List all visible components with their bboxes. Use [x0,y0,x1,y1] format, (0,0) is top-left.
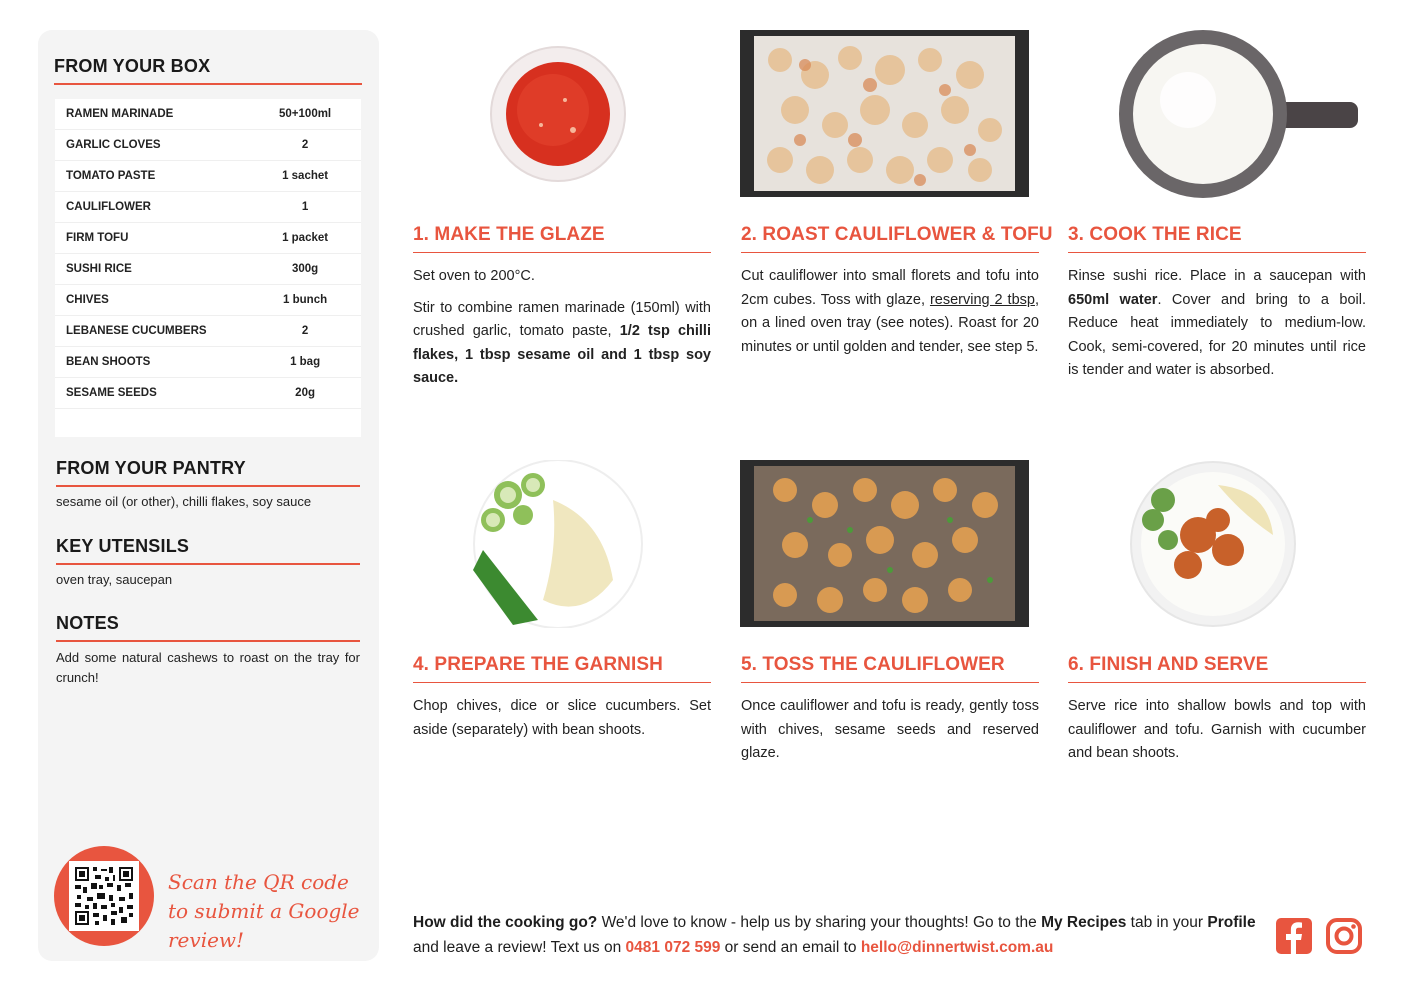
rice-pot-photo [1068,30,1366,198]
ingredient-row [55,192,361,223]
ingredient-row [55,130,361,161]
ingredient-qty: 50+100ml [279,108,332,120]
ingredient-row [55,378,361,409]
footer-text: tab in your [1126,914,1208,931]
step-body [413,265,711,391]
footer-text: and leave a review! Text us on [413,939,626,956]
ingredient-row [55,347,361,378]
step-title: 2. ROAST CAULIFLOWER & TOFU [741,224,1039,253]
step-title: 6. FINISH AND SERVE [1068,654,1366,683]
phone-link[interactable]: 0481 072 599 [625,939,721,956]
step-1-text-a: Stir to combine ramen marinade (150ml) with crushed garlic, tomato paste, [413,299,711,339]
ingredient-qty: 2 [301,139,309,151]
garnish-plate-photo [413,460,711,628]
step-3-text-c: . Cover and bring to a boil. Reduce heat immediately to medium-low. Cook, semi-covered, for 20 minutes until rice is tender and water is absorbed. [1068,291,1366,378]
ingredient-qty: 2 [301,325,309,337]
qr-review-prompt: Scan the QR code to submit a Google review! [168,870,360,952]
ingredient-row [55,223,361,254]
ingredient-qty: 1 packet [282,232,329,244]
my-recipes-label: My Recipes [1041,914,1127,931]
step-2-text [741,265,1039,359]
step-body [1068,265,1366,383]
step-1 [413,224,711,399]
ingredient-name: FIRM TOFU [66,232,129,244]
from-your-pantry-heading: FROM YOUR PANTRY [56,458,360,487]
step-3-text-a: Rinse sushi rice. Place in a saucepan with [1068,268,1366,284]
notes-heading: NOTES [56,613,360,642]
step-title: 4. PREPARE THE GARNISH [413,654,711,683]
roast-tray-photo [740,30,1029,197]
qr-code-icon[interactable] [69,861,139,931]
step-2-text-b: , on a lined oven tray (see notes). Roast for 20 minutes or until golden and tender, see step 5. [741,291,1039,355]
utensils-text: oven tray, saucepan [56,572,173,587]
finished-bowl-photo [1068,460,1366,628]
tossed-tray-photo [740,460,1029,627]
step-1-oven-text: Set oven to 200°C. [413,268,535,284]
step-3 [1068,224,1366,391]
notes-text: Add some natural cashews to roast on the tray for crunch! [56,650,360,685]
ingredients-table [55,99,361,437]
step-2-text-a: Cut cauliflower into small florets and tofu into 2cm cubes. Toss with glaze, [741,268,1039,308]
ingredient-qty: 1 bunch [283,294,328,306]
footer-text: We'd love to know - help us by sharing your thoughts! Go to the [597,914,1042,931]
ingredient-qty: 300g [291,263,319,275]
ingredient-name: TOMATO PASTE [66,170,156,182]
step-6 [1068,654,1366,766]
ingredients-sidebar [38,30,379,961]
footer-text: or send an email to [720,939,861,956]
review-footer [413,910,1263,960]
step-body [741,265,1039,359]
step-4 [413,654,711,742]
step-2-text-underline: reserving 2 tbsp [929,291,1035,308]
step-2 [741,224,1053,367]
email-link[interactable]: hello@dinnertwist.com.au [860,939,1054,956]
key-utensils-heading: KEY UTENSILS [56,536,360,565]
ingredient-qty: 1 sachet [282,170,329,182]
step-title: 1. MAKE THE GLAZE [413,224,711,253]
ingredient-name: RAMEN MARINADE [66,108,174,120]
pantry-text: sesame oil (or other), chilli flakes, soy sauce [56,494,312,509]
ingredient-row [55,316,361,347]
step-body: Once cauliflower and tofu is ready, gently toss with chives, sesame seeds and reserved glaze. [741,698,1039,761]
ingredient-row [55,254,361,285]
instagram-icon[interactable] [1325,917,1363,955]
step-title: 3. COOK THE RICE [1068,224,1366,253]
ingredient-name: SUSHI RICE [66,263,132,275]
step-1-combine-text [413,297,711,391]
step-body: Serve rice into shallow bowls and top with cauliflower and tofu. Garnish with cucumber and bean shoots. [1068,698,1366,761]
ingredient-qty: 20g [295,387,315,399]
profile-label: Profile [1207,914,1256,931]
step-1-text-b: 1/2 tsp chilli flakes, 1 tbsp sesame oil and 1 tbsp soy sauce. [413,323,711,386]
step-3-text-bold: 650ml water [1068,291,1158,308]
step-5 [741,654,1039,766]
qr-code-badge[interactable] [54,846,154,946]
ingredient-name: GARLIC CLOVES [66,139,161,151]
footer-question: How did the cooking go? [413,914,598,931]
ingredient-row [55,161,361,192]
glaze-bowl-photo [413,30,711,198]
step-body: Chop chives, dice or slice cucumbers. Set aside (separately) with bean shoots. [413,698,711,738]
ingredient-qty: 1 bag [290,356,321,368]
ingredient-row [55,285,361,316]
ingredient-qty: 1 [301,201,309,213]
ingredient-name: BEAN SHOOTS [66,356,151,368]
ingredient-name: LEBANESE CUCUMBERS [66,325,207,337]
ingredient-name: CAULIFLOWER [66,201,151,213]
ingredient-name: CHIVES [66,294,109,306]
ingredient-row [55,99,361,130]
step-title: 5. TOSS THE CAULIFLOWER [741,654,1039,683]
ingredient-name: SESAME SEEDS [66,387,157,399]
from-your-box-heading: FROM YOUR BOX [54,56,362,85]
step-3-text [1068,265,1366,383]
facebook-icon[interactable] [1275,917,1313,955]
